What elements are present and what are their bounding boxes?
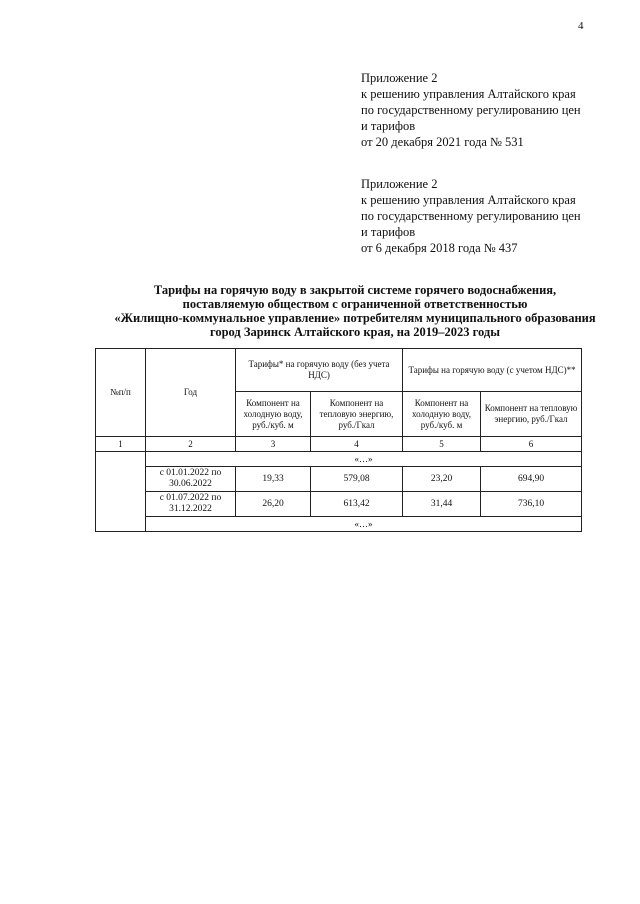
header-tariff-with-vat: Тарифы на горячую воду (с учетом НДС)**: [403, 349, 582, 392]
column-numbers-row: [96, 437, 582, 452]
column-number: 4: [311, 437, 403, 452]
row-number-cell: [96, 452, 146, 532]
cold-vat-cell: 31,44: [403, 492, 481, 517]
heat-no-vat-cell: 579,08: [311, 467, 403, 492]
ellipsis-cell: «…»: [146, 452, 582, 467]
appendix-line: по государственному регулированию цен: [361, 103, 581, 117]
page-number: 4: [578, 20, 584, 32]
cold-no-vat-cell: 19,33: [236, 467, 311, 492]
column-number: 6: [481, 437, 582, 452]
ellipsis-row: [96, 517, 582, 532]
title-line: «Жилищно-коммунальное управление» потребителям муниципального образования: [114, 311, 596, 325]
table-header-row: [96, 349, 582, 392]
heat-vat-cell: 736,10: [481, 492, 582, 517]
appendix-line: и тарифов: [361, 119, 416, 133]
column-number: 3: [236, 437, 311, 452]
header-heat-energy-vat: Компонент на тепловую энергию, руб./Гкал: [481, 392, 582, 437]
period-cell: с 01.07.2022 по 31.12.2022: [146, 492, 236, 517]
table-row: [96, 492, 582, 517]
period-cell: с 01.01.2022 по 30.06.2022: [146, 467, 236, 492]
appendix-line: по государственному регулированию цен: [361, 209, 581, 223]
ellipsis-row: [96, 452, 582, 467]
tariff-table: [95, 348, 582, 532]
title-line: поставляемую обществом с ограниченной ответственностью: [182, 297, 528, 311]
cold-no-vat-cell: 26,20: [236, 492, 311, 517]
document-title: [60, 283, 640, 339]
table-row: [96, 467, 582, 492]
heat-no-vat-cell: 613,42: [311, 492, 403, 517]
appendix-line: к решению управления Алтайского края: [361, 87, 576, 101]
title-line: Тарифы на горячую воду в закрытой системе горячего водоснабжения,: [153, 283, 557, 297]
appendix-current: [361, 70, 581, 150]
appendix-date-line: от 6 декабря 2018 года № 437: [361, 241, 518, 255]
title-line: город Заринск Алтайского края, на 2019–2023 годы: [209, 325, 501, 339]
appendix-line: к решению управления Алтайского края: [361, 193, 576, 207]
header-heat-energy: Компонент на тепловую энергию, руб./Гкал: [311, 392, 403, 437]
header-tariff-no-vat: Тарифы* на горячую воду (без учета НДС): [236, 349, 403, 392]
cold-vat-cell: 23,20: [403, 467, 481, 492]
heat-vat-cell: 694,90: [481, 467, 582, 492]
header-year: Год: [146, 349, 236, 437]
column-number: 1: [96, 437, 146, 452]
ellipsis-cell: «…»: [146, 517, 582, 532]
header-cold-water: Компонент на холодную воду, руб./куб. м: [236, 392, 311, 437]
appendix-line: Приложение 2: [361, 177, 438, 191]
header-num: №п/п: [96, 349, 146, 437]
header-cold-water-vat: Компонент на холодную воду, руб./куб. м: [403, 392, 481, 437]
appendix-date-line: от 20 декабря 2021 года № 531: [361, 135, 524, 149]
appendix-previous: [361, 176, 581, 256]
appendix-line: Приложение 2: [361, 71, 438, 85]
column-number: 5: [403, 437, 481, 452]
appendix-line: и тарифов: [361, 225, 416, 239]
column-number: 2: [146, 437, 236, 452]
